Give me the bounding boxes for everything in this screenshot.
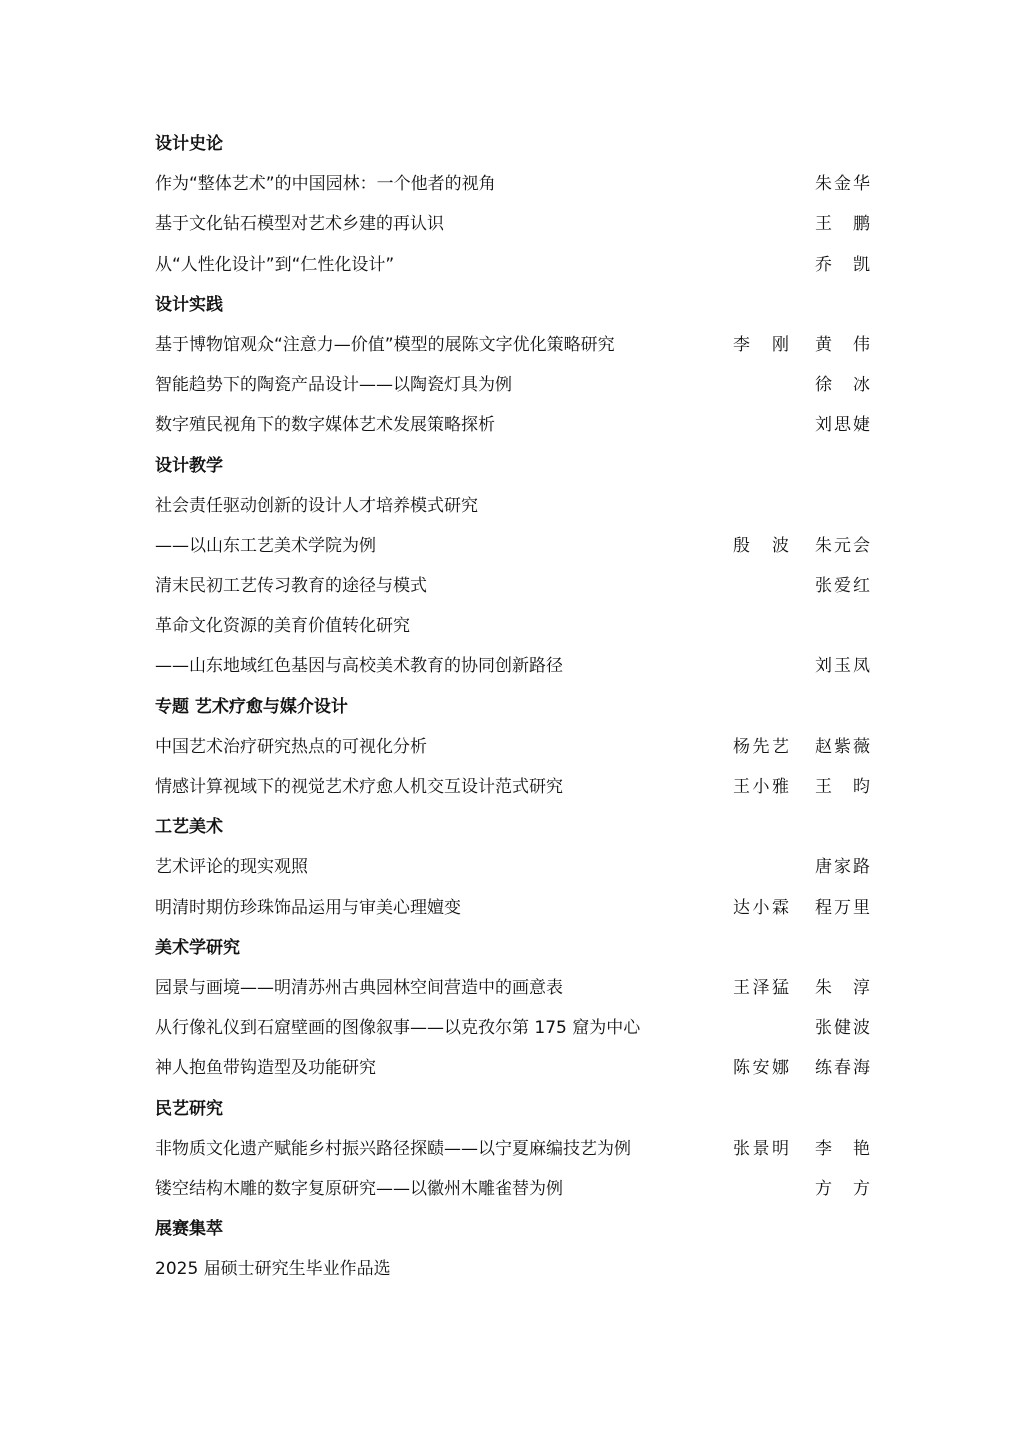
toc-entry[interactable] [155,405,870,445]
table-of-contents [155,124,870,1289]
section-heading: 专题 艺术疗愈与媒介设计 [155,696,348,717]
entry-author: 方 方 [815,1178,870,1199]
section-heading: 设计史论 [155,134,223,154]
entry-author: 徐 冰 [815,375,870,396]
section-heading: 工艺美术 [155,817,223,838]
entry-title: 神人抱鱼带钩造型及功能研究 [155,1058,376,1079]
section-heading: 民艺研究 [155,1098,223,1119]
toc-entry[interactable] [155,486,870,526]
entry-author: 陈安娜 [733,1058,789,1079]
entry-title: 2025 届硕士研究生毕业作品选 [155,1259,391,1280]
toc-entry[interactable] [155,365,870,405]
toc-entry[interactable] [155,204,870,244]
entry-title: 镂空结构木雕的数字复原研究——以徽州木雕雀替为例 [155,1178,563,1199]
entry-title: 革命文化资源的美育价值转化研究 [155,616,410,637]
entry-title: 中国艺术治疗研究热点的可视化分析 [155,736,427,757]
toc-entry[interactable] [155,847,870,887]
entry-author: 张健波 [815,1018,870,1039]
entry-title: 明清时期仿珍珠饰品运用与审美心理嬗变 [155,897,461,918]
entry-title: 智能趋势下的陶瓷产品设计——以陶瓷灯具为例 [155,375,512,396]
entry-author: 黄 伟 [815,334,870,355]
entry-author: 王小雅 [733,777,789,797]
entry-title: 艺术评论的现实观照 [155,857,308,878]
entry-title: 园景与画境——明清苏州古典园林空间营造中的画意表 [155,977,563,998]
entry-author: 练春海 [815,1058,870,1079]
entry-title: 非物质文化遗产赋能乡村振兴路径探赜——以宁夏麻编技艺为例 [155,1138,631,1159]
toc-entry[interactable] [155,325,870,365]
toc-entry[interactable] [155,767,870,807]
section-heading: 设计教学 [155,455,223,476]
entry-author: 程万里 [815,897,870,918]
entry-title: ——以山东工艺美术学院为例 [155,535,376,556]
toc-entry[interactable] [155,727,870,767]
toc-entry[interactable] [155,566,870,606]
toc-entry[interactable] [155,646,870,686]
entry-title: 作为“整体艺术”的中国园林：一个他者的视角 [155,174,496,195]
entry-title: 从行像礼仪到石窟壁画的图像叙事——以克孜尔第 175 窟为中心 [155,1018,641,1039]
entry-author: 张景明 [733,1138,789,1159]
entry-title: 社会责任驱动创新的设计人才培养模式研究 [155,495,478,516]
toc-entry[interactable] [155,606,870,646]
toc-entry[interactable] [155,245,870,285]
toc-entry[interactable] [155,1008,870,1048]
entry-title: 从“人性化设计”到“仁性化设计” [155,254,395,275]
toc-entry[interactable] [155,968,870,1008]
entry-author: 赵紫薇 [815,736,870,757]
entry-title: 基于博物馆观众“注意力—价值”模型的展陈文字优化策略研究 [155,334,615,355]
entry-author: 殷 波 [733,535,789,556]
entry-author: 朱金华 [815,174,870,195]
toc-entry[interactable] [155,1249,870,1289]
section-heading: 设计实践 [155,294,223,315]
entry-title: 基于文化钻石模型对艺术乡建的再认识 [155,214,444,235]
entry-author: 唐家路 [815,857,870,878]
toc-entry[interactable] [155,1169,870,1209]
entry-author: 李 艳 [815,1138,870,1159]
entry-author: 张爱红 [815,576,870,597]
toc-entry[interactable] [155,1129,870,1169]
entry-author: 李 刚 [733,334,789,355]
entry-title: 清末民初工艺传习教育的途径与模式 [155,576,427,597]
toc-entry[interactable] [155,888,870,928]
entry-title: ——山东地域红色基因与高校美术教育的协同创新路径 [155,656,563,677]
entry-author: 王 昀 [815,777,870,797]
entry-author: 达小霖 [733,897,789,918]
section-heading: 美术学研究 [155,937,240,958]
toc-entry[interactable] [155,526,870,566]
entry-author: 王 鹏 [815,214,870,235]
entry-title: 情感计算视域下的视觉艺术疗愈人机交互设计范式研究 [155,777,563,797]
entry-author: 王泽猛 [733,977,789,998]
entry-author: 朱元会 [815,535,870,556]
entry-author: 刘思婕 [815,415,870,436]
entry-title: 数字殖民视角下的数字媒体艺术发展策略探析 [155,415,495,436]
entry-author: 刘玉凤 [815,656,870,677]
entry-author: 乔 凯 [815,254,870,275]
entry-author: 朱 淳 [815,977,870,998]
toc-entry[interactable] [155,1048,870,1088]
entry-author: 杨先艺 [733,736,789,757]
section-heading: 展赛集萃 [155,1219,223,1240]
toc-entry[interactable] [155,164,870,204]
